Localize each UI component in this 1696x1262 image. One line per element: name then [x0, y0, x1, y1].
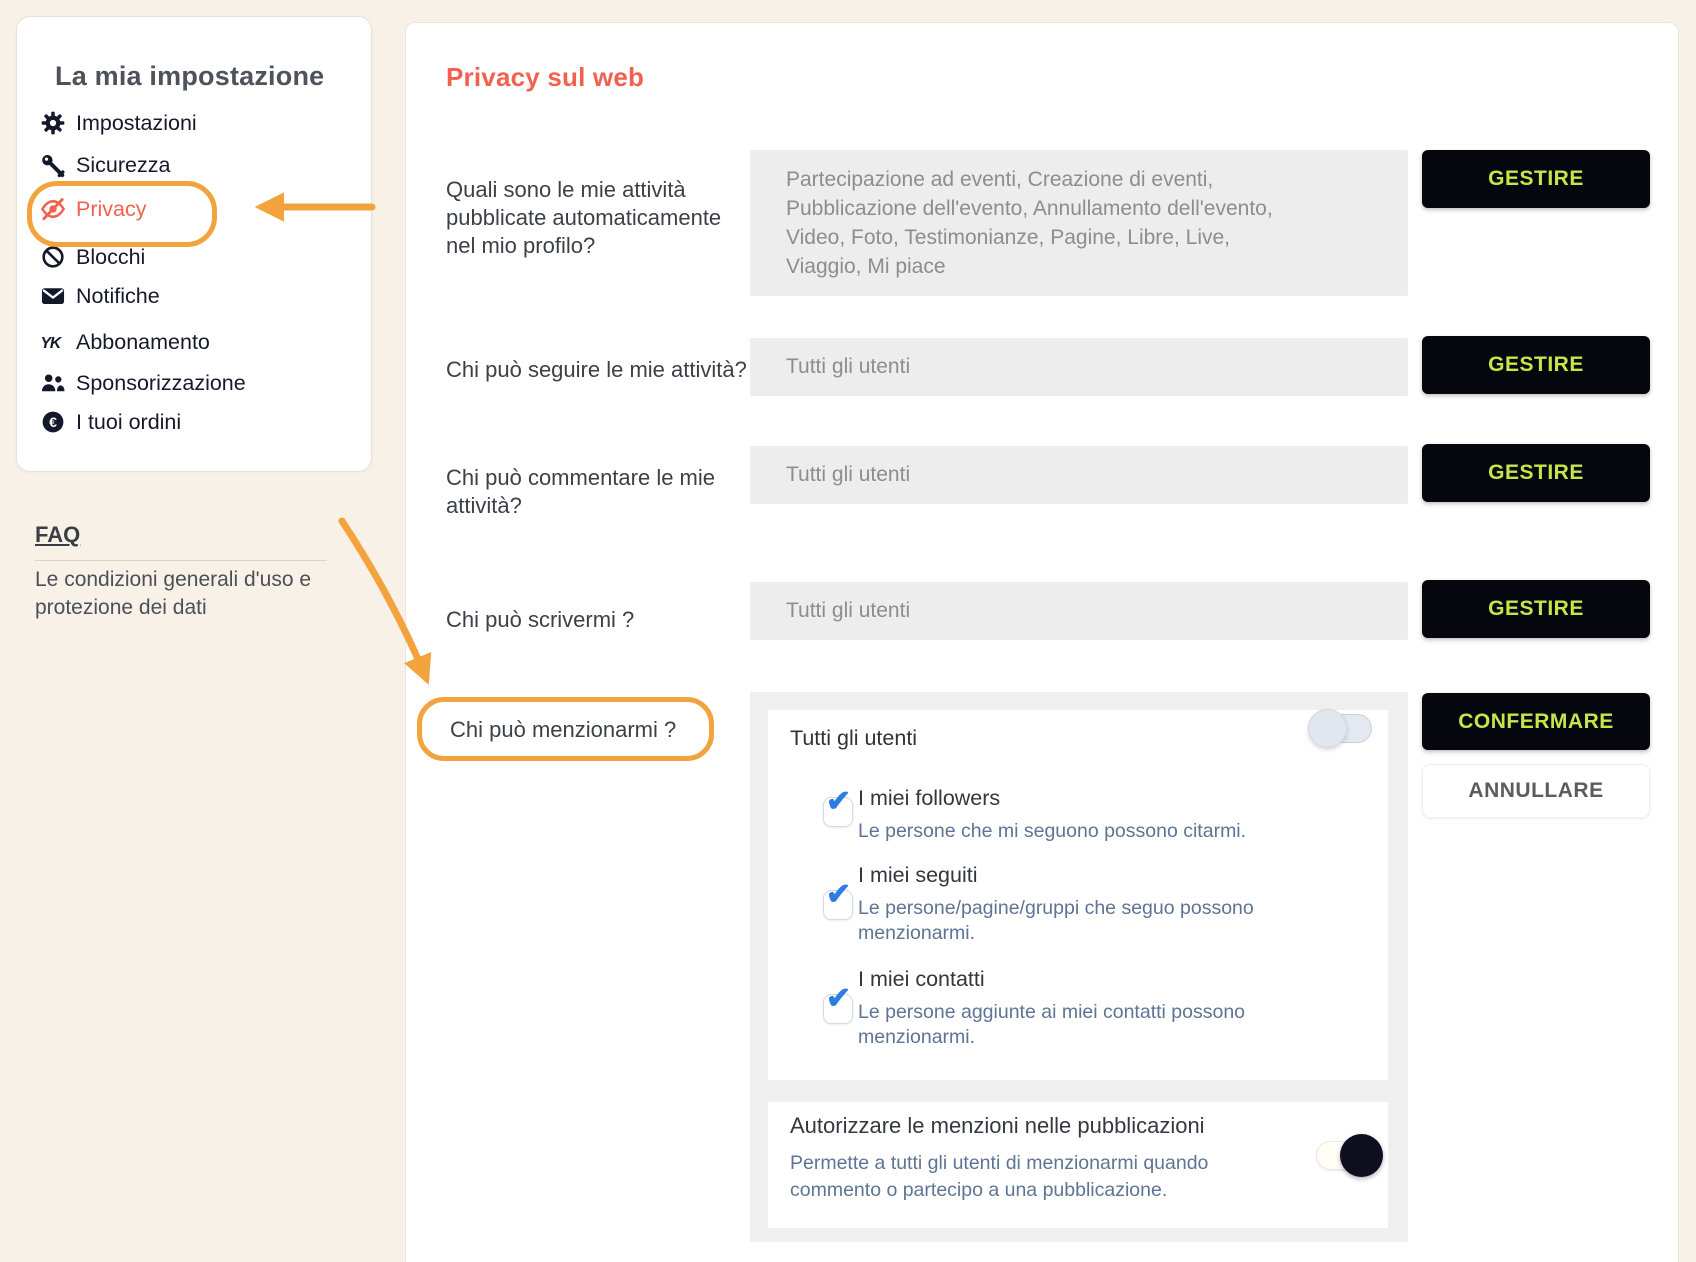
question-who-can-mention-me: Chi può menzionarmi ? [450, 717, 677, 742]
sidebar-item-i-tuoi-ordini[interactable] [40, 406, 181, 438]
yk-logo-icon [40, 329, 66, 355]
sidebar-item-sicurezza[interactable] [40, 149, 170, 181]
contacts-checkbox[interactable] [823, 982, 853, 1024]
followers-checkbox[interactable] [823, 785, 853, 827]
sidebar-item-label: Blocchi [76, 244, 146, 269]
sidebar-title: La mia impostazione [55, 61, 325, 91]
sidebar-item-notifiche[interactable] [40, 280, 160, 312]
option-following-title: I miei seguiti [858, 863, 978, 887]
eye-off-icon [40, 196, 66, 222]
following-checkbox[interactable] [823, 878, 853, 920]
faq-terms-link[interactable]: Le condizioni generali d'uso e protezione dei dati [35, 568, 312, 619]
value-who-can-follow: Tutti gli utenti [750, 338, 1408, 396]
question-who-can-follow: Chi può seguire le mie attività? [446, 357, 747, 382]
sidebar-item-label: Sponsorizzazione [76, 370, 246, 395]
sidebar-item-sponsorizzazione[interactable] [40, 367, 246, 399]
block-icon [40, 244, 66, 270]
gear-icon [40, 110, 66, 136]
sidebar-item-label: Privacy [76, 196, 147, 221]
option-contacts-description: Le persone aggiunte ai miei contatti possono menzionarmi. [858, 1001, 1246, 1048]
all-users-toggle[interactable] [1312, 714, 1372, 743]
euro-icon [40, 409, 66, 435]
sidebar-item-label: Impostazioni [76, 110, 197, 135]
check-icon: ✔ [826, 878, 852, 911]
option-contacts-title: I miei contatti [858, 967, 985, 991]
gestire-button-2[interactable]: GESTIRE [1422, 336, 1650, 394]
question-who-can-write-me: Chi può scrivermi ? [446, 607, 635, 632]
sidebar-item-privacy[interactable] [40, 193, 146, 225]
authorize-mentions-description: Permette a tutti gli utenti di menzionarmi quando commento o partecipo a una pubblicazione. [790, 1152, 1209, 1201]
option-following-description: Le persone/pagine/gruppi che seguo possono menzionarmi. [858, 897, 1254, 944]
sidebar-item-label: Sicurezza [76, 152, 171, 177]
sidebar-item-impostazioni[interactable] [40, 107, 197, 139]
gestire-button-3[interactable]: GESTIRE [1422, 444, 1650, 502]
confermare-button[interactable]: CONFERMARE [1422, 693, 1650, 750]
check-icon: ✔ [826, 785, 852, 818]
svg-text:€: € [49, 413, 57, 430]
key-icon [40, 152, 66, 178]
value-auto-published-activities: Partecipazione ad eventi, Creazione di eventi, Pubblicazione dell'evento, Annullamento dell'evento, Video, Foto, Testimonianze, Pagine, Libre, Live, Viaggio, Mi piace [750, 150, 1408, 296]
sidebar-item-label: Abbonamento [76, 329, 210, 354]
question-who-can-comment: Chi può commentare le mie attività? [446, 465, 716, 518]
page-title: Privacy sul web [446, 62, 645, 92]
authorize-mentions-title: Autorizzare le menzioni nelle pubblicazioni [790, 1113, 1205, 1138]
authorize-mentions-toggle[interactable] [1316, 1141, 1376, 1170]
sidebar-item-abbonamento[interactable] [40, 326, 210, 358]
gestire-button-4[interactable]: GESTIRE [1422, 580, 1650, 638]
faq-heading: FAQ [35, 522, 327, 561]
question-auto-published-activities: Quali sono le mie attività pubblicate automaticamente nel mio profilo? [446, 177, 722, 258]
option-followers-description: Le persone che mi seguono possono citarmi. [858, 820, 1247, 842]
annullare-button[interactable]: ANNULLARE [1422, 764, 1650, 818]
mention-all-users-label: Tutti gli utenti [790, 726, 918, 750]
gestire-button-1[interactable]: GESTIRE [1422, 150, 1650, 208]
value-who-can-comment: Tutti gli utenti [750, 446, 1408, 504]
envelope-icon [40, 283, 66, 309]
value-who-can-write-me: Tutti gli utenti [750, 582, 1408, 640]
people-icon [40, 370, 66, 396]
sidebar-item-blocchi[interactable] [40, 241, 145, 273]
sidebar-item-label: I tuoi ordini [76, 409, 182, 434]
option-followers-title: I miei followers [858, 786, 1001, 810]
svg-text:YK: YK [40, 334, 61, 352]
check-icon: ✔ [826, 982, 852, 1015]
sidebar-item-label: Notifiche [76, 283, 160, 308]
